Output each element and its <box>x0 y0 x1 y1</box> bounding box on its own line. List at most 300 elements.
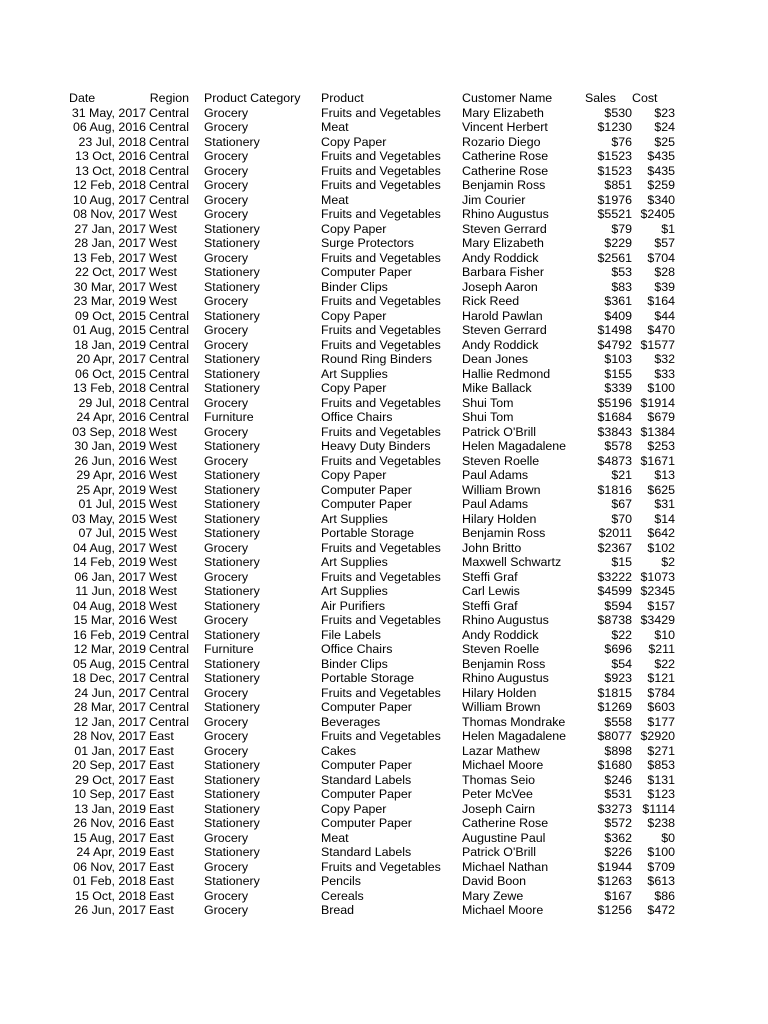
cell-cost: $613 <box>647 874 675 888</box>
cell-cost: $177 <box>647 714 675 729</box>
table-row <box>0 468 768 483</box>
cell-date: 24 Apr, 2016 <box>76 410 146 424</box>
cell-cost: $470 <box>647 323 675 337</box>
cell-product-category: Grocery <box>204 685 249 700</box>
cell-date: 29 Apr, 2016 <box>76 468 146 482</box>
cell-customer-name: Lazar Mathew <box>462 743 540 758</box>
cell-product: Art Supplies <box>321 584 388 598</box>
cell-customer-name: Harold Pawlan <box>462 308 543 323</box>
cell-date: 09 Oct, 2015 <box>75 308 146 323</box>
cell-product-category: Grocery <box>204 729 249 743</box>
cell-sales: $229 <box>604 236 632 250</box>
cell-product: Fruits and Vegetables <box>321 424 441 439</box>
cell-customer-name: Rhino Augustus <box>462 613 549 627</box>
cell-product: Standard Labels <box>321 772 412 787</box>
cell-sales: $898 <box>604 743 632 758</box>
header-product: Product <box>321 91 364 105</box>
cell-sales: $1230 <box>597 120 632 134</box>
cell-sales: $1523 <box>597 163 632 178</box>
cell-sales: $3222 <box>597 569 632 584</box>
cell-date: 05 Aug, 2015 <box>72 656 146 671</box>
cell-sales: $4873 <box>597 453 632 468</box>
cell-product-category: Grocery <box>204 207 249 221</box>
cell-sales: $2561 <box>597 250 632 265</box>
cell-date: 13 Feb, 2018 <box>72 381 146 395</box>
cell-cost: $86 <box>654 888 675 903</box>
cell-cost: $23 <box>654 105 675 120</box>
cell-product-category: Grocery <box>204 105 249 120</box>
cell-sales: $1263 <box>597 874 632 888</box>
cell-product-category: Stationery <box>204 308 260 323</box>
table-row <box>0 555 768 570</box>
cell-customer-name: Dean Jones <box>462 352 529 366</box>
table-row <box>0 222 768 237</box>
cell-region: Central <box>149 685 189 700</box>
cell-product: Cakes <box>321 743 357 758</box>
cell-customer-name: Peter McVee <box>462 787 533 801</box>
cell-region: West <box>149 468 177 482</box>
table-row <box>0 381 768 396</box>
cell-sales: $4792 <box>597 337 632 352</box>
cell-cost: $123 <box>647 787 675 801</box>
cell-date: 10 Aug, 2017 <box>72 192 146 207</box>
table-row <box>0 802 768 817</box>
cell-cost: $24 <box>654 120 675 134</box>
cell-sales: $5521 <box>597 207 632 221</box>
cell-cost: $784 <box>647 685 675 700</box>
table-row <box>0 439 768 454</box>
cell-region: West <box>149 453 177 468</box>
cell-customer-name: Thomas Mondrake <box>462 714 566 729</box>
cell-product-category: Stationery <box>204 656 260 671</box>
cell-sales: $155 <box>604 366 632 381</box>
cell-cost: $679 <box>647 410 675 424</box>
cell-customer-name: Mike Ballack <box>462 381 532 395</box>
table-row <box>0 512 768 527</box>
cell-region: Central <box>149 192 189 207</box>
cell-region: Central <box>149 642 189 656</box>
cell-region: Central <box>149 105 189 120</box>
cell-product: Portable Storage <box>321 671 414 685</box>
cell-date: 18 Jan, 2019 <box>74 337 146 352</box>
cell-product-category: Stationery <box>204 511 260 526</box>
cell-product-category: Stationery <box>204 845 260 859</box>
cell-region: Central <box>149 120 189 134</box>
cell-sales: $409 <box>604 308 632 323</box>
cell-product-category: Grocery <box>204 120 249 134</box>
cell-product: Fruits and Vegetables <box>321 613 441 627</box>
cell-customer-name: Hallie Redmond <box>462 366 551 381</box>
table-row <box>0 889 768 904</box>
cell-date: 08 Nov, 2017 <box>73 207 146 221</box>
cell-date: 01 Jan, 2017 <box>74 743 146 758</box>
cell-product-category: Stationery <box>204 497 260 511</box>
cell-cost: $25 <box>654 134 675 149</box>
cell-cost: $13 <box>654 468 675 482</box>
table-row <box>0 483 768 498</box>
header-customer-name: Customer Name <box>462 91 553 105</box>
cell-date: 12 Mar, 2019 <box>73 642 146 656</box>
cell-date: 06 Nov, 2017 <box>73 859 146 874</box>
cell-product-category: Stationery <box>204 134 260 149</box>
cell-date: 07 Jul, 2015 <box>78 526 146 540</box>
table-row <box>0 265 768 280</box>
table-row <box>0 773 768 788</box>
cell-date: 20 Sep, 2017 <box>72 758 146 772</box>
cell-customer-name: Paul Adams <box>462 468 529 482</box>
cell-product-category: Grocery <box>204 337 249 352</box>
cell-product: Computer Paper <box>321 265 412 279</box>
cell-date: 12 Feb, 2018 <box>72 178 146 192</box>
cell-date: 20 Apr, 2017 <box>76 352 146 366</box>
cell-cost: $211 <box>648 642 675 656</box>
cell-customer-name: Mary Elizabeth <box>462 236 544 250</box>
cell-date: 11 Jun, 2018 <box>75 584 146 598</box>
cell-date: 29 Oct, 2017 <box>75 772 146 787</box>
cell-region: East <box>149 888 174 903</box>
cell-product: Computer Paper <box>321 482 412 497</box>
cell-cost: $157 <box>647 598 675 613</box>
cell-region: Central <box>149 337 189 352</box>
table-row <box>0 367 768 382</box>
cell-date: 01 Aug, 2015 <box>72 323 146 337</box>
cell-product: Computer Paper <box>321 787 412 801</box>
cell-product: Computer Paper <box>321 758 412 772</box>
table-row <box>0 410 768 425</box>
table-row <box>0 671 768 686</box>
cell-region: West <box>149 598 177 613</box>
cell-sales: $851 <box>604 178 632 192</box>
cell-cost: $853 <box>647 758 675 772</box>
cell-sales: $8738 <box>597 613 632 627</box>
cell-cost: $22 <box>654 656 675 671</box>
table-row <box>0 497 768 512</box>
cell-region: West <box>149 294 177 308</box>
cell-customer-name: Catherine Rose <box>462 163 549 178</box>
cell-date: 26 Jun, 2017 <box>74 903 146 917</box>
cell-date: 13 Oct, 2016 <box>75 149 146 163</box>
cell-sales: $594 <box>604 598 632 613</box>
cell-sales: $1816 <box>597 482 632 497</box>
cell-region: West <box>149 540 177 555</box>
cell-region: West <box>149 526 177 540</box>
cell-product: Art Supplies <box>321 511 388 526</box>
table-row <box>0 758 768 773</box>
cell-product-category: Stationery <box>204 526 260 540</box>
cell-date: 30 Mar, 2017 <box>73 279 146 294</box>
cell-product: Computer Paper <box>321 497 412 511</box>
table-row <box>0 164 768 179</box>
cell-customer-name: William Brown <box>462 700 541 714</box>
cell-sales: $578 <box>604 439 632 453</box>
cell-region: West <box>149 613 177 627</box>
cell-cost: $238 <box>647 816 675 830</box>
cell-product: File Labels <box>321 627 381 642</box>
cell-customer-name: Helen Magadalene <box>462 729 567 743</box>
table-row <box>0 541 768 556</box>
cell-region: East <box>149 874 174 888</box>
cell-product-category: Stationery <box>204 627 260 642</box>
cell-product: Computer Paper <box>321 700 412 714</box>
cell-sales: $362 <box>604 830 632 845</box>
cell-product: Fruits and Vegetables <box>321 540 441 555</box>
cell-product: Fruits and Vegetables <box>321 569 441 584</box>
table-row <box>0 396 768 411</box>
table-row <box>0 323 768 338</box>
cell-customer-name: Joseph Cairn <box>462 801 536 816</box>
cell-product-category: Grocery <box>204 424 249 439</box>
cell-product: Fruits and Vegetables <box>321 337 441 352</box>
cell-product-category: Grocery <box>204 250 249 265</box>
cell-customer-name: Steven Roelle <box>462 642 540 656</box>
cell-customer-name: Catherine Rose <box>462 149 549 163</box>
cell-region: East <box>149 903 174 917</box>
cell-region: East <box>149 816 174 830</box>
cell-customer-name: Catherine Rose <box>462 816 549 830</box>
cell-customer-name: Hilary Holden <box>462 685 537 700</box>
table-row <box>0 860 768 875</box>
cell-product: Copy Paper <box>321 801 387 816</box>
cell-cost: $1671 <box>640 453 675 468</box>
cell-product: Bread <box>321 903 355 917</box>
cell-cost: $121 <box>647 671 675 685</box>
cell-sales: $67 <box>611 497 632 511</box>
cell-region: West <box>149 584 177 598</box>
cell-cost: $1114 <box>642 801 675 816</box>
cell-date: 30 Jan, 2019 <box>74 439 146 453</box>
table-header <box>0 91 768 106</box>
cell-product-category: Furniture <box>204 410 254 424</box>
cell-date: 04 Aug, 2018 <box>72 598 146 613</box>
cell-region: Central <box>149 308 189 323</box>
table-row <box>0 149 768 164</box>
cell-cost: $704 <box>647 250 675 265</box>
cell-product: Fruits and Vegetables <box>321 163 441 178</box>
header-cost: Cost <box>632 91 658 105</box>
cell-product-category: Grocery <box>204 830 249 845</box>
cell-region: West <box>149 497 177 511</box>
cell-region: East <box>149 729 174 743</box>
cell-product: Beverages <box>321 714 381 729</box>
cell-date: 15 Oct, 2018 <box>75 888 146 903</box>
cell-customer-name: John Britto <box>462 540 522 555</box>
table-body <box>0 106 768 918</box>
cell-product-category: Grocery <box>204 178 249 192</box>
cell-sales: $4599 <box>597 584 632 598</box>
cell-cost: $2920 <box>640 729 675 743</box>
table-row <box>0 106 768 121</box>
cell-product: Fruits and Vegetables <box>321 178 441 192</box>
cell-sales: $21 <box>611 468 632 482</box>
cell-region: East <box>149 787 174 801</box>
cell-cost: $435 <box>647 163 675 178</box>
cell-customer-name: Michael Nathan <box>462 859 549 874</box>
cell-date: 29 Jul, 2018 <box>78 395 146 410</box>
table-row <box>0 700 768 715</box>
table-row <box>0 425 768 440</box>
cell-cost: $33 <box>654 366 675 381</box>
cell-sales: $5196 <box>597 395 632 410</box>
cell-sales: $696 <box>604 642 632 656</box>
cell-product-category: Grocery <box>204 395 249 410</box>
cell-product-category: Grocery <box>204 163 249 178</box>
cell-sales: $1976 <box>597 192 632 207</box>
cell-date: 31 May, 2017 <box>71 105 146 120</box>
cell-customer-name: David Boon <box>462 874 527 888</box>
cell-customer-name: Hilary Holden <box>462 511 537 526</box>
cell-product: Office Chairs <box>321 410 393 424</box>
cell-cost: $603 <box>647 700 675 714</box>
cell-customer-name: Joseph Aaron <box>462 279 538 294</box>
cell-product-category: Stationery <box>204 816 260 830</box>
table-row <box>0 135 768 150</box>
cell-product-category: Stationery <box>204 801 260 816</box>
table-row <box>0 787 768 802</box>
cell-customer-name: Patrick O'Brill <box>462 845 536 859</box>
cell-product: Round Ring Binders <box>321 352 432 366</box>
cell-region: West <box>149 250 177 265</box>
cell-date: 01 Feb, 2018 <box>72 874 146 888</box>
cell-product-category: Grocery <box>204 540 249 555</box>
table-row <box>0 613 768 628</box>
table-row <box>0 816 768 831</box>
cell-region: West <box>149 265 177 279</box>
cell-region: Central <box>149 323 189 337</box>
cell-cost: $1577 <box>640 337 675 352</box>
cell-region: East <box>149 758 174 772</box>
cell-product: Portable Storage <box>321 526 414 540</box>
cell-customer-name: Rhino Augustus <box>462 207 549 221</box>
cell-cost: $709 <box>647 859 675 874</box>
cell-customer-name: Jim Courier <box>462 192 526 207</box>
cell-date: 23 Mar, 2019 <box>73 294 146 308</box>
cell-date: 15 Aug, 2017 <box>72 830 146 845</box>
cell-sales: $3843 <box>597 424 632 439</box>
cell-sales: $226 <box>604 845 632 859</box>
table-row <box>0 657 768 672</box>
cell-region: East <box>149 772 174 787</box>
cell-customer-name: Michael Moore <box>462 758 544 772</box>
cell-customer-name: Rhino Augustus <box>462 671 549 685</box>
cell-cost: $0 <box>661 830 675 845</box>
cell-product-category: Stationery <box>204 352 260 366</box>
cell-customer-name: Steffi Graf <box>462 598 518 613</box>
cell-product-category: Grocery <box>204 743 249 758</box>
cell-product: Fruits and Vegetables <box>321 149 441 163</box>
table-row <box>0 294 768 309</box>
cell-customer-name: Andy Roddick <box>462 627 539 642</box>
cell-customer-name: William Brown <box>462 482 541 497</box>
cell-region: Central <box>149 149 189 163</box>
cell-sales: $558 <box>604 714 632 729</box>
cell-sales: $103 <box>604 352 632 366</box>
cell-product: Meat <box>321 830 349 845</box>
cell-product: Copy Paper <box>321 308 387 323</box>
cell-customer-name: Maxwell Schwartz <box>462 555 562 569</box>
table-row <box>0 845 768 860</box>
cell-cost: $102 <box>647 540 675 555</box>
cell-product: Fruits and Vegetables <box>321 453 441 468</box>
cell-cost: $642 <box>647 526 675 540</box>
table-row <box>0 120 768 135</box>
cell-customer-name: Steven Gerrard <box>462 221 547 236</box>
cell-product-category: Grocery <box>204 323 249 337</box>
cell-date: 28 Mar, 2017 <box>73 700 146 714</box>
cell-date: 18 Dec, 2017 <box>72 671 146 685</box>
cell-sales: $3273 <box>597 801 632 816</box>
cell-date: 01 Jul, 2015 <box>78 497 146 511</box>
table-row <box>0 628 768 643</box>
cell-sales: $83 <box>611 279 632 294</box>
cell-product: Computer Paper <box>321 816 412 830</box>
header-date: Date <box>69 91 96 105</box>
cell-product-category: Stationery <box>204 787 260 801</box>
table-row <box>0 193 768 208</box>
cell-product: Fruits and Vegetables <box>321 859 441 874</box>
cell-sales: $530 <box>604 105 632 120</box>
cell-region: West <box>149 555 177 569</box>
cell-region: West <box>149 207 177 221</box>
cell-customer-name: Mary Zewe <box>462 888 524 903</box>
cell-product: Standard Labels <box>321 845 412 859</box>
cell-region: East <box>149 845 174 859</box>
cell-sales: $54 <box>611 656 632 671</box>
cell-customer-name: Augustine Paul <box>462 830 546 845</box>
cell-date: 28 Jan, 2017 <box>74 236 146 250</box>
cell-customer-name: Andy Roddick <box>462 337 539 352</box>
cell-product: Surge Protectors <box>321 236 414 250</box>
cell-customer-name: Benjamin Ross <box>462 656 546 671</box>
cell-sales: $76 <box>611 134 632 149</box>
cell-sales: $1269 <box>597 700 632 714</box>
cell-cost: $3429 <box>640 613 675 627</box>
cell-region: West <box>149 511 177 526</box>
cell-customer-name: Steven Gerrard <box>462 323 547 337</box>
cell-product-category: Stationery <box>204 772 260 787</box>
cell-date: 06 Jan, 2017 <box>74 569 146 584</box>
cell-product: Fruits and Vegetables <box>321 395 441 410</box>
cell-sales: $53 <box>611 265 632 279</box>
cell-product: Fruits and Vegetables <box>321 294 441 308</box>
cell-region: Central <box>149 134 189 149</box>
cell-sales: $2367 <box>597 540 632 555</box>
cell-sales: $15 <box>611 555 632 569</box>
cell-region: Central <box>149 395 189 410</box>
cell-date: 14 Feb, 2019 <box>72 555 146 569</box>
cell-date: 10 Sep, 2017 <box>72 787 146 801</box>
cell-date: 24 Jun, 2017 <box>74 685 146 700</box>
table-row <box>0 338 768 353</box>
table-row <box>0 352 768 367</box>
cell-customer-name: Carl Lewis <box>462 584 520 598</box>
cell-customer-name: Rick Reed <box>462 294 520 308</box>
cell-date: 26 Nov, 2016 <box>73 816 146 830</box>
cell-product: Copy Paper <box>321 221 387 236</box>
cell-product-category: Grocery <box>204 149 249 163</box>
cell-sales: $1523 <box>597 149 632 163</box>
cell-product: Pencils <box>321 874 361 888</box>
cell-cost: $39 <box>654 279 675 294</box>
table-row <box>0 715 768 730</box>
cell-region: West <box>149 482 177 497</box>
cell-product: Meat <box>321 120 349 134</box>
cell-date: 25 Apr, 2019 <box>76 482 146 497</box>
table-row <box>0 831 768 846</box>
cell-product-category: Stationery <box>204 584 260 598</box>
cell-cost: $100 <box>647 381 675 395</box>
cell-sales: $923 <box>604 671 632 685</box>
cell-product: Binder Clips <box>321 279 388 294</box>
